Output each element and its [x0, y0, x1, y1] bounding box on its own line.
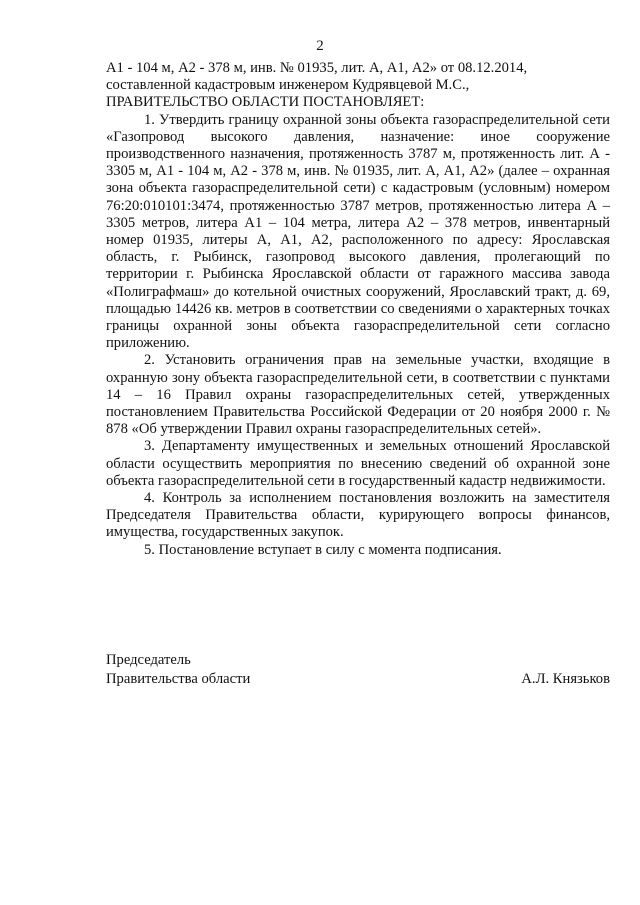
- clause-5: 5. Постановление вступает в силу с момента подписания.: [144, 541, 502, 558]
- signatory-name: А.Л. Князьков: [521, 671, 610, 687]
- clause-4: 4. Контроль за исполнением постановления возложить на заместителя Председателя Правительства области, курирующего вопросы финансов, имущества, государственных закупок.: [106, 490, 610, 541]
- clause-1: 1. Утвердить границу охранной зоны объекта газораспределительной сети «Газопровод высокого давления, назначение: иное сооружение производственного назначения, протяженность 3787 м, протяженность лит. А - 3305 м, А1 - 104 м, А2 - 378 м, инв. № 01935, лит. А, А1, А2» (далее – охранная зона объекта газораспределительной сети) с кадастровым (условным) номером 76:20:010101:3474, протяженностью 3787 метров, протяженностью литера А – 3305 метров, литера А1 – 104 метра, литера А2 – 378 метров, инвентарный номер 01935, литеры А, А1, А2, расположенного по адресу: Ярославская область, г. Рыбинск, газопровод высокого давления, пролегающий по территории г. Рыбинска Ярославской области от гаражного массива завода «Полиграфмаш» до котельной очистных сооружений, Ярославский тракт, д. 69, площадью 14426 кв. метров в соответствии со сведениями о характерных точках границы охранной зоны объекта газораспределительной сети согласно приложению.: [106, 111, 610, 352]
- signature-block: [106, 651, 610, 689]
- document-body: [106, 60, 610, 559]
- clause-2: 2. Установить ограничения прав на земельные участки, входящие в охранную зону объекта газораспределительной сети, в соответствии с пунктами 14 – 16 Правил охраны газораспределительных сетей, утвержденных постановлением Правительства Российской Федерации от 20 ноября 2000 г. № 878 «Об утверждении Правил охраны газораспределительных сетей».: [106, 352, 610, 438]
- signatory-title-line-2: Правительства области: [106, 671, 251, 687]
- signatory-title-line-1: Председатель: [106, 652, 191, 668]
- clause-3: 3. Департаменту имущественных и земельных отношений Ярославской области осуществить мероприятия по внесению сведений об охранной зоне объекта газораспределительной сети в государственный кадастр недвижимости.: [106, 438, 610, 489]
- page-number: 2: [316, 38, 324, 54]
- intro-paragraph: А1 - 104 м, А2 - 378 м, инв. № 01935, лит. А, А1, А2» от 08.12.2014, составленной кадастровым инженером Кудрявцевой М.С.,: [106, 60, 528, 94]
- resolution-heading: ПРАВИТЕЛЬСТВО ОБЛАСТИ ПОСТАНОВЛЯЕТ:: [106, 94, 425, 111]
- signature-row: [106, 670, 610, 689]
